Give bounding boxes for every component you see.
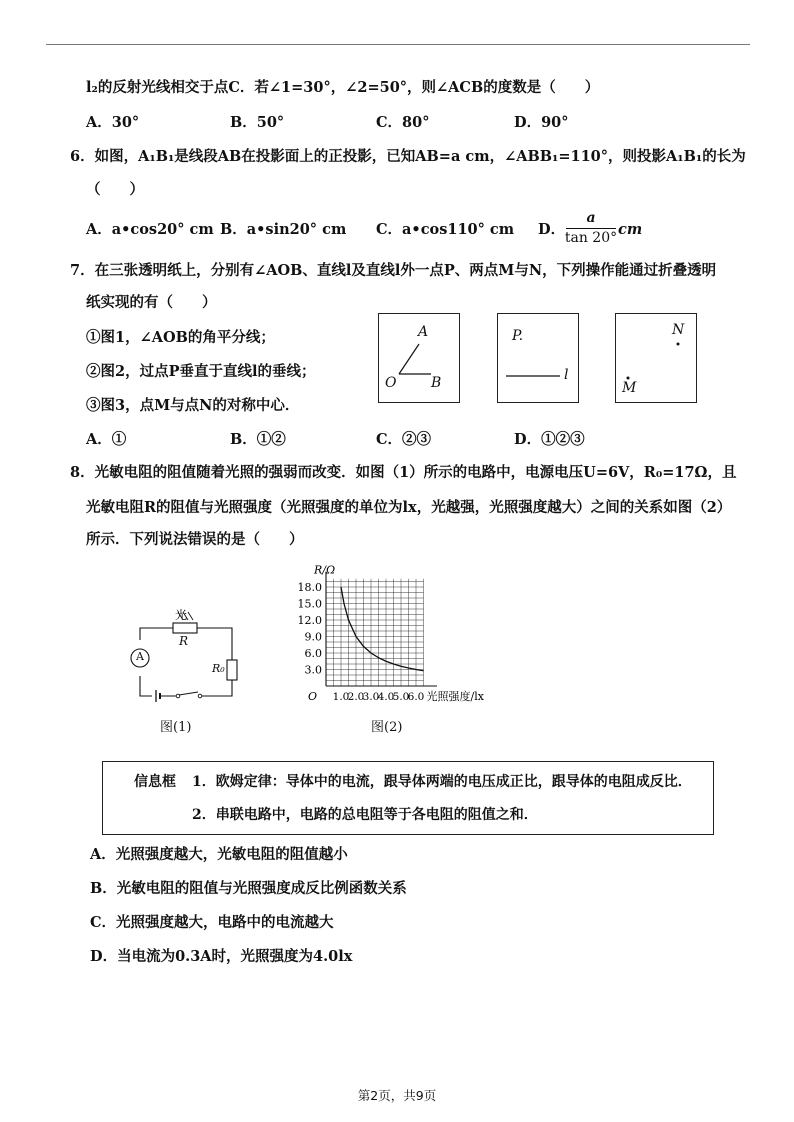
y-tick-label: 9.0 xyxy=(304,630,322,644)
q8-option-d[interactable]: D．当电流为0.3A时，光照强度为4.0lx xyxy=(90,948,353,965)
x-tick-label: 6.0 xyxy=(407,691,425,703)
q6-stem-line2: （ ） xyxy=(86,181,144,198)
q8-option-b[interactable]: B．光敏电阻的阻值与光照强度成反比例函数关系 xyxy=(90,880,407,897)
origin-label: O xyxy=(308,690,318,703)
label-a: A xyxy=(418,324,429,340)
q6-stem-line1: 6．如图，A₁B₁是线段AB在投影面上的正投影，已知AB=a cm，∠ABB₁=110°，则投影A₁B₁的长为 xyxy=(70,148,746,165)
q6-option-d-numerator: a xyxy=(586,210,596,226)
y-tick-label: 18.0 xyxy=(297,581,322,594)
fraction-bar xyxy=(566,228,616,229)
q8-option-a[interactable]: A．光照强度越大，光敏电阻的阻值越小 xyxy=(90,846,348,863)
q7-stem-line2: 纸实现的有（ ） xyxy=(86,294,217,311)
q6-option-b[interactable]: B．a•sin20° cm xyxy=(220,221,347,238)
q5-option-a[interactable]: A．30° xyxy=(86,114,140,131)
q7-option-d[interactable]: D．①②③ xyxy=(514,431,585,448)
circuit-r-label: R xyxy=(179,634,189,648)
q6-option-d-denominator: tan 20° xyxy=(564,230,618,246)
info-item-2: 2．串联电路中，电路的总电阻等于各电阻的阻值之和． xyxy=(192,807,538,823)
q7-option-b[interactable]: B．①② xyxy=(230,431,286,448)
circuit-caption: 图(1) xyxy=(160,720,192,735)
q8-stem-line2: 光敏电阻R的阻值与光照强度（光照强度的单位为lx，光越强，光照强度越大）之间的关系如图（2） xyxy=(86,499,732,516)
x-tick-label: 3.0 xyxy=(362,691,380,703)
q7-item-2: ②图2，过点P垂直于直线l的垂线； xyxy=(86,363,316,380)
q7-figure-2 xyxy=(497,313,579,403)
q8-option-c[interactable]: C．光照强度越大，电路中的电流越大 xyxy=(90,914,334,931)
x-tick-label: 4.0 xyxy=(377,691,395,703)
label-n: N xyxy=(672,322,685,338)
q5-option-b[interactable]: B．50° xyxy=(230,114,285,131)
header-rule xyxy=(46,44,750,45)
q7-item-1: ①图1，∠AOB的角平分线； xyxy=(86,329,275,346)
page-footer: 第2页，共9页 xyxy=(357,1088,437,1103)
info-item-1: 1．欧姆定律：导体中的电流，跟导体两端的电压成正比，跟导体的电阻成反比． xyxy=(192,774,692,790)
y-tick-label: 12.0 xyxy=(297,614,322,627)
label-l: l xyxy=(564,367,569,383)
q6-option-d-prefix[interactable]: D． xyxy=(538,221,566,238)
label-o: O xyxy=(385,375,397,391)
graph-caption: 图(2) xyxy=(371,720,403,735)
x-tick-label: 1.0 xyxy=(332,691,350,703)
label-b: B xyxy=(431,375,442,391)
y-axis-label: R/Ω xyxy=(314,563,336,577)
q6-option-a[interactable]: A．a•cos20° cm xyxy=(86,221,214,238)
y-tick-label: 6.0 xyxy=(304,647,322,660)
q5-option-d[interactable]: D．90° xyxy=(514,114,569,131)
q6-option-c[interactable]: C．a•cos110° cm xyxy=(376,221,515,238)
x-tick-label: 2.0 xyxy=(347,691,365,703)
q7-option-c[interactable]: C．②③ xyxy=(376,431,432,448)
label-p: P. xyxy=(512,328,524,344)
q6-option-d-unit: cm xyxy=(618,221,643,238)
q7-option-a[interactable]: A．① xyxy=(86,431,127,448)
circuit-light-label: 光 xyxy=(175,608,188,622)
q7-stem-line1: 7．在三张透明纸上，分别有∠AOB、直线l及直线l外一点P、两点M与N，下列操作能通过折叠透明 xyxy=(70,262,717,279)
x-axis-label: 光照强度/lx xyxy=(426,690,484,703)
x-tick-label: 5.0 xyxy=(392,691,410,703)
y-tick-label: 3.0 xyxy=(304,663,322,677)
q5-stem: l₂的反射光线相交于点C．若∠1=30°，∠2=50°，则∠ACB的度数是（ ） xyxy=(86,79,600,96)
q8-stem-line3: 所示．下列说法错误的是（ ） xyxy=(86,531,304,548)
label-m: M xyxy=(622,380,637,396)
circuit-ammeter-label: A xyxy=(136,650,144,663)
q7-figure-1 xyxy=(378,313,460,403)
q8-stem-line1: 8．光敏电阻的阻值随着光照的强弱而改变．如图（1）所示的电路中，电源电压U=6V，R₀=17Ω，且 xyxy=(70,464,737,481)
resistance-light-graph xyxy=(280,560,510,720)
series-line-r xyxy=(341,587,424,671)
y-tick-label: 15.0 xyxy=(297,597,322,611)
q7-item-3: ③图3，点M与点N的对称中心． xyxy=(86,397,300,414)
q7-figure-3 xyxy=(615,313,697,403)
line-l-drawing xyxy=(498,314,578,402)
circuit-r0-label: R₀ xyxy=(212,662,225,675)
q5-option-c[interactable]: C．80° xyxy=(376,114,430,131)
info-box-label: 信息框 xyxy=(134,774,176,790)
